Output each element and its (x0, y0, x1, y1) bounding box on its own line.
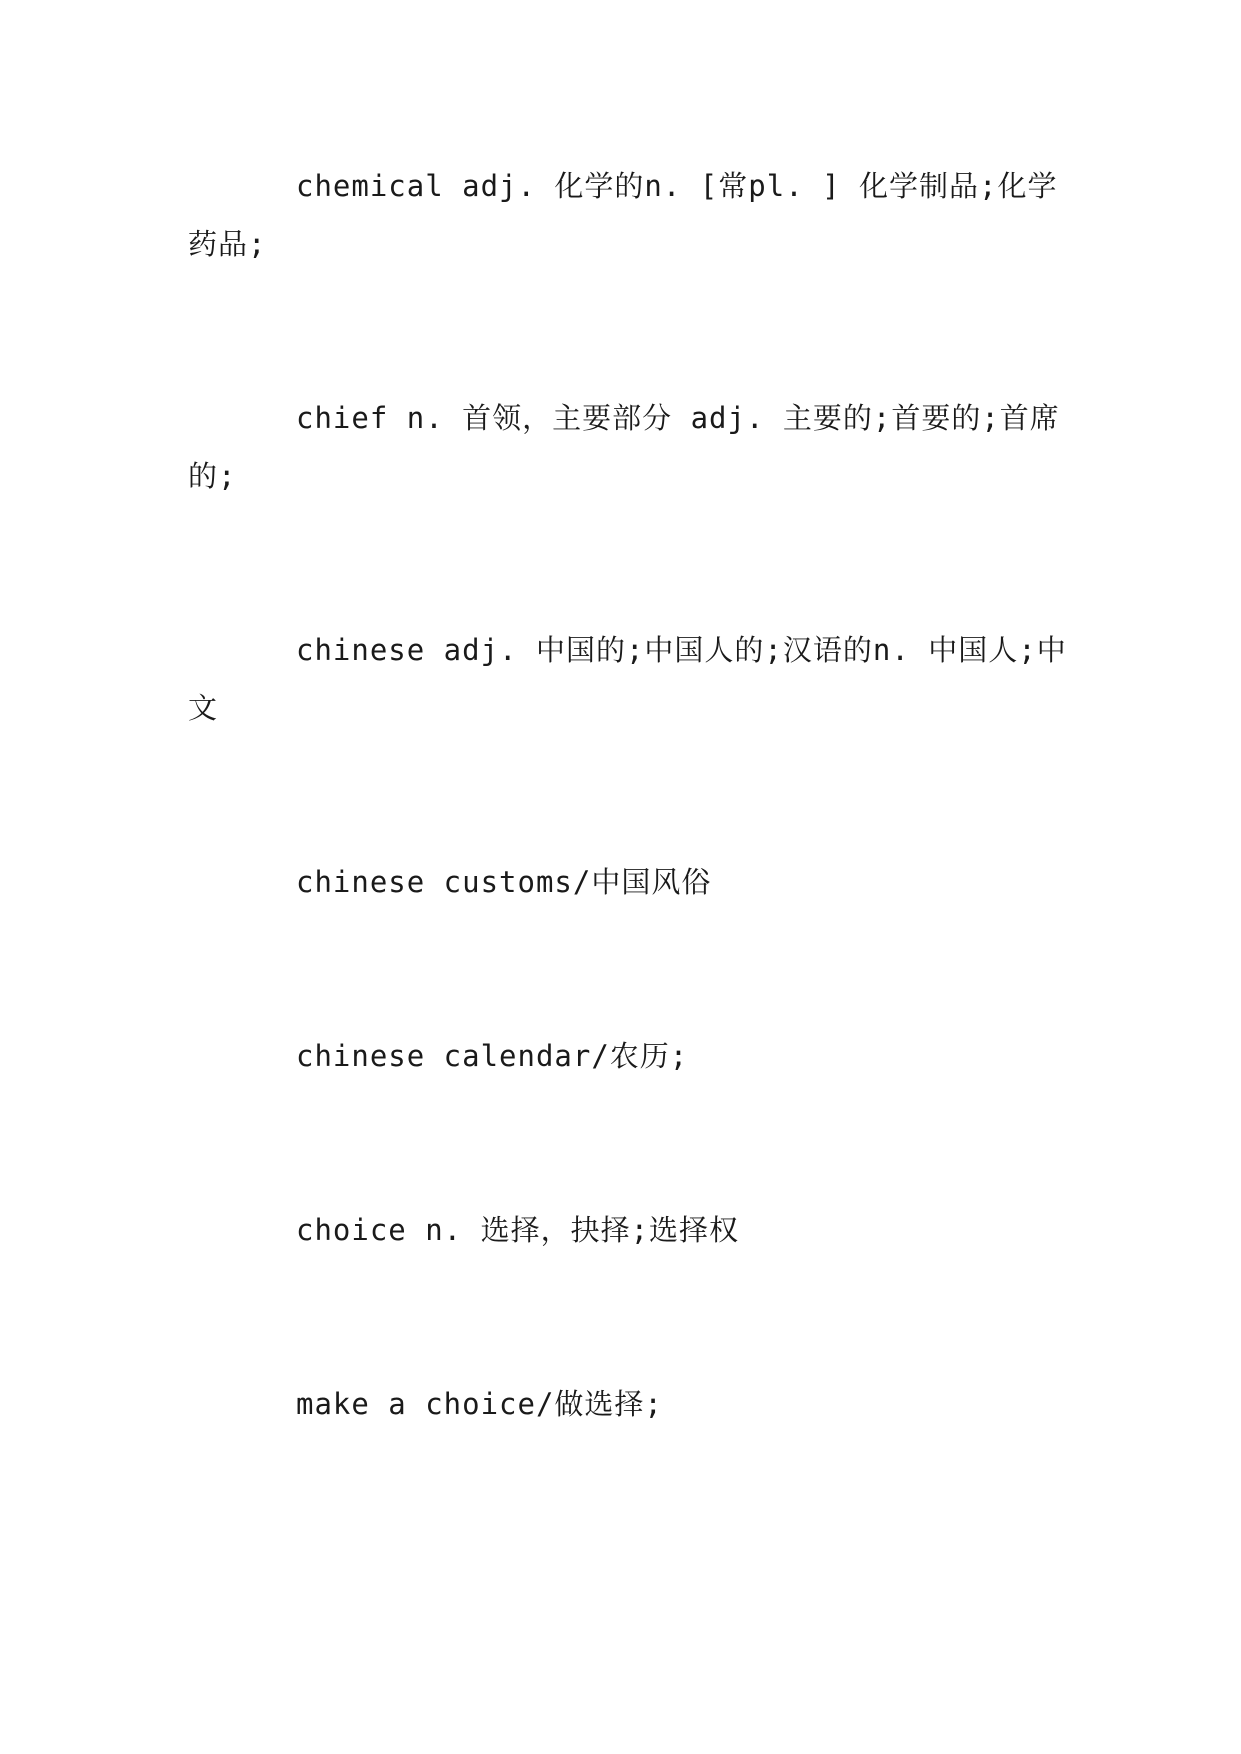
vocab-entry-chemical: chemical adj. 化学的n. [常pl. ] 化学制品;化学药品; (188, 169, 1058, 261)
vocab-entry-choice: choice n. 选择，抉择;选择权 (296, 1213, 740, 1247)
vocab-phrase-chinese-customs: chinese customs/中国风俗 (296, 865, 712, 899)
vocab-entry-chief: chief n. 首领，主要部分 adj. 主要的;首要的;首席的; (188, 401, 1060, 493)
vocab-phrase-make-a-choice: make a choice/做选择; (296, 1387, 663, 1421)
vocab-entry-chinese: chinese adj. 中国的;中国人的;汉语的n. 中国人;中文 (188, 633, 1067, 725)
vocab-phrase-chinese-calendar: chinese calendar/农历; (296, 1039, 689, 1073)
